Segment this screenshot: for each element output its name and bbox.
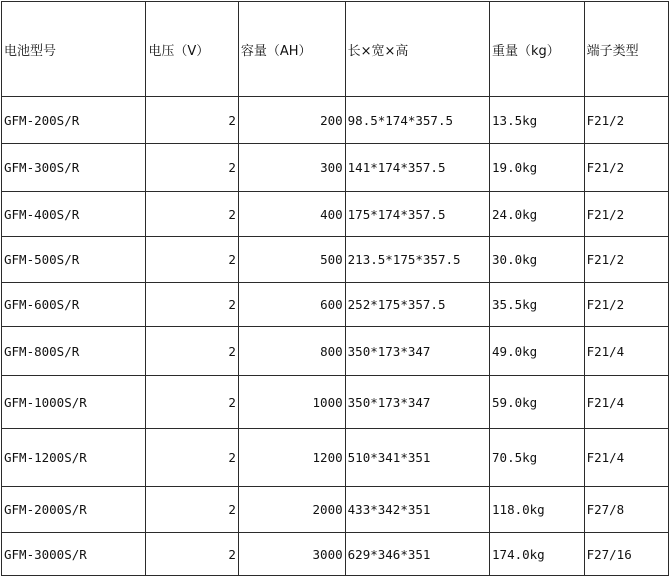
cell-voltage: 2 xyxy=(146,237,239,283)
cell-weight: 24.0kg xyxy=(490,192,585,237)
cell-capacity: 3000 xyxy=(238,533,345,576)
cell-terminal: F21/2 xyxy=(584,97,668,144)
cell-capacity: 200 xyxy=(238,97,345,144)
cell-capacity: 500 xyxy=(238,237,345,283)
table-row xyxy=(2,376,669,429)
cell-dimensions: 350*173*347 xyxy=(345,376,489,429)
table-row xyxy=(2,144,669,192)
cell-weight: 30.0kg xyxy=(490,237,585,283)
cell-capacity: 300 xyxy=(238,144,345,192)
cell-model: GFM-1000S/R xyxy=(2,376,146,429)
header-capacity: 容量（AH） xyxy=(238,2,345,97)
cell-dimensions: 141*174*357.5 xyxy=(345,144,489,192)
cell-dimensions: 629*346*351 xyxy=(345,533,489,576)
cell-model: GFM-400S/R xyxy=(2,192,146,237)
table-row xyxy=(2,533,669,576)
cell-terminal: F21/2 xyxy=(584,192,668,237)
header-row xyxy=(2,2,669,97)
cell-terminal: F21/2 xyxy=(584,144,668,192)
cell-terminal: F27/8 xyxy=(584,487,668,533)
cell-terminal: F21/4 xyxy=(584,376,668,429)
cell-dimensions: 213.5*175*357.5 xyxy=(345,237,489,283)
table-row xyxy=(2,283,669,327)
cell-voltage: 2 xyxy=(146,283,239,327)
header-model: 电池型号 xyxy=(2,2,146,97)
cell-weight: 174.0kg xyxy=(490,533,585,576)
cell-capacity: 800 xyxy=(238,327,345,376)
cell-dimensions: 433*342*351 xyxy=(345,487,489,533)
table-row xyxy=(2,237,669,283)
table-row xyxy=(2,429,669,487)
table-body xyxy=(2,97,669,576)
header-terminal: 端子类型 xyxy=(584,2,668,97)
cell-dimensions: 510*341*351 xyxy=(345,429,489,487)
cell-weight: 19.0kg xyxy=(490,144,585,192)
header-dimensions: 长×宽×高 xyxy=(345,2,489,97)
cell-voltage: 2 xyxy=(146,327,239,376)
cell-capacity: 1200 xyxy=(238,429,345,487)
cell-voltage: 2 xyxy=(146,192,239,237)
battery-spec-table xyxy=(1,1,669,576)
table-row xyxy=(2,97,669,144)
cell-weight: 59.0kg xyxy=(490,376,585,429)
header-voltage: 电压（V） xyxy=(146,2,239,97)
cell-voltage: 2 xyxy=(146,376,239,429)
cell-voltage: 2 xyxy=(146,429,239,487)
cell-weight: 13.5kg xyxy=(490,97,585,144)
cell-model: GFM-600S/R xyxy=(2,283,146,327)
cell-terminal: F27/16 xyxy=(584,533,668,576)
table-row xyxy=(2,192,669,237)
cell-model: GFM-3000S/R xyxy=(2,533,146,576)
cell-terminal: F21/2 xyxy=(584,237,668,283)
cell-voltage: 2 xyxy=(146,533,239,576)
table-row xyxy=(2,487,669,533)
cell-dimensions: 350*173*347 xyxy=(345,327,489,376)
header-weight: 重量（kg） xyxy=(490,2,585,97)
cell-model: GFM-800S/R xyxy=(2,327,146,376)
cell-weight: 49.0kg xyxy=(490,327,585,376)
table-row xyxy=(2,327,669,376)
cell-capacity: 400 xyxy=(238,192,345,237)
cell-voltage: 2 xyxy=(146,97,239,144)
cell-voltage: 2 xyxy=(146,144,239,192)
cell-dimensions: 98.5*174*357.5 xyxy=(345,97,489,144)
cell-terminal: F21/4 xyxy=(584,429,668,487)
cell-weight: 118.0kg xyxy=(490,487,585,533)
cell-model: GFM-1200S/R xyxy=(2,429,146,487)
cell-weight: 70.5kg xyxy=(490,429,585,487)
cell-capacity: 1000 xyxy=(238,376,345,429)
cell-terminal: F21/2 xyxy=(584,283,668,327)
cell-voltage: 2 xyxy=(146,487,239,533)
cell-model: GFM-300S/R xyxy=(2,144,146,192)
cell-model: GFM-500S/R xyxy=(2,237,146,283)
cell-model: GFM-2000S/R xyxy=(2,487,146,533)
cell-dimensions: 252*175*357.5 xyxy=(345,283,489,327)
cell-model: GFM-200S/R xyxy=(2,97,146,144)
cell-dimensions: 175*174*357.5 xyxy=(345,192,489,237)
cell-capacity: 2000 xyxy=(238,487,345,533)
cell-weight: 35.5kg xyxy=(490,283,585,327)
cell-terminal: F21/4 xyxy=(584,327,668,376)
cell-capacity: 600 xyxy=(238,283,345,327)
